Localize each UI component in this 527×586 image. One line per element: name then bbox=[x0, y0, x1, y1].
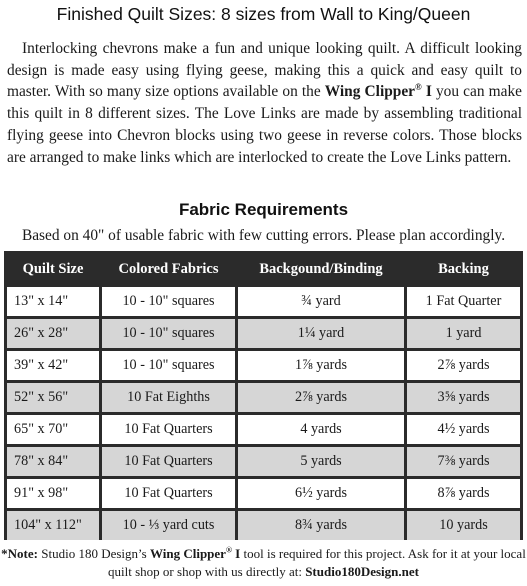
cell-backing: 10 yards bbox=[407, 511, 520, 540]
fabric-requirements-table bbox=[4, 251, 523, 543]
footnote-tool-name bbox=[150, 546, 240, 561]
footnote-text-1: Studio 180 Design’s bbox=[38, 546, 150, 561]
cell-colored-fabrics: 10 - 10" squares bbox=[102, 287, 235, 316]
footnote-tool-mark: ® bbox=[225, 545, 232, 555]
table-row bbox=[7, 319, 520, 348]
cell-quilt-size: 78" x 84" bbox=[7, 447, 99, 476]
cell-quilt-size: 13" x 14" bbox=[7, 287, 99, 316]
intro-tool-name bbox=[325, 83, 432, 100]
cell-colored-fabrics: 10 Fat Quarters bbox=[102, 415, 235, 444]
intro-text-after: you can make this quilt in 8 different sizes. The Love Links are made by assembling traditional flying geese into Chevron blocks using two geese in reverse colors. Those blocks are arranged to make links which are interlocked to create the Love Links pattern. bbox=[7, 83, 522, 166]
cell-quilt-size: 91" x 98" bbox=[7, 479, 99, 508]
column-header-backing: Backing bbox=[407, 254, 520, 284]
cell-colored-fabrics: 10 Fat Quarters bbox=[102, 479, 235, 508]
footnote bbox=[0, 545, 527, 580]
footnote-lead: *Note: bbox=[1, 546, 38, 561]
column-header-quilt-size: Quilt Size bbox=[7, 254, 99, 284]
cell-colored-fabrics: 10 - ⅓ yard cuts bbox=[102, 511, 235, 540]
column-header-background-binding: Backgound/Binding bbox=[238, 254, 404, 284]
cell-colored-fabrics: 10 Fat Quarters bbox=[102, 447, 235, 476]
footnote-site-link[interactable]: Studio180Design.net bbox=[305, 563, 419, 579]
cell-backing: 8⅞ yards bbox=[407, 479, 520, 508]
cell-background-binding: 1⅞ yards bbox=[238, 351, 404, 380]
table-row bbox=[7, 351, 520, 380]
table-row bbox=[7, 511, 520, 540]
cell-backing: 7⅜ yards bbox=[407, 447, 520, 476]
page-title: Finished Quilt Sizes: 8 sizes from Wall to King/Queen bbox=[56, 4, 471, 24]
intro-text bbox=[7, 38, 522, 168]
table-row bbox=[7, 415, 520, 444]
cell-quilt-size: 52" x 56" bbox=[7, 383, 99, 412]
table-header-row bbox=[7, 254, 520, 284]
cell-backing: 2⅞ yards bbox=[407, 351, 520, 380]
cell-quilt-size: 39" x 42" bbox=[7, 351, 99, 380]
intro-text-before: Interlocking chevrons make a fun and unique looking quilt. A difficult looking design is made easy using flying geese, making this a quick and easy quilt to master. With so many size options available on the bbox=[7, 40, 522, 101]
cell-backing: 1 Fat Quarter bbox=[407, 287, 520, 316]
intro-tool-name-text: Wing Clipper bbox=[324, 83, 416, 101]
intro-paragraph bbox=[7, 38, 522, 168]
cell-background-binding: 8¾ yards bbox=[238, 511, 404, 540]
cell-background-binding: 2⅞ yards bbox=[238, 383, 404, 412]
cell-background-binding: ¾ yard bbox=[238, 287, 404, 316]
cell-background-binding: 6½ yards bbox=[238, 479, 404, 508]
column-header-colored-fabrics: Colored Fabrics bbox=[102, 254, 235, 284]
intro-tool-suffix: I bbox=[421, 83, 432, 101]
cell-backing: 4½ yards bbox=[407, 415, 520, 444]
footnote-tool-name-text: Wing Clipper bbox=[149, 546, 226, 561]
table-row bbox=[7, 447, 520, 476]
cell-colored-fabrics: 10 Fat Eighths bbox=[102, 383, 235, 412]
fabric-table-frame bbox=[4, 251, 523, 540]
cell-backing: 1 yard bbox=[407, 319, 520, 348]
footnote-text-2: tool is required for this project. Ask for it at your local quilt shop or shop with us directly at: bbox=[108, 546, 526, 579]
cell-backing: 3⅝ yards bbox=[407, 383, 520, 412]
cell-background-binding: 4 yards bbox=[238, 415, 404, 444]
cell-quilt-size: 104" x 112" bbox=[7, 511, 99, 540]
requirements-heading: Fabric Requirements bbox=[178, 200, 349, 219]
cell-background-binding: 5 yards bbox=[238, 447, 404, 476]
cell-colored-fabrics: 10 - 10" squares bbox=[102, 351, 235, 380]
requirements-note: Based on 40" of usable fabric with few cutting errors. Please plan accordingly. bbox=[21, 227, 506, 244]
table-row bbox=[7, 479, 520, 508]
cell-quilt-size: 26" x 28" bbox=[7, 319, 99, 348]
intro-tool-mark: ® bbox=[415, 82, 422, 93]
table-row bbox=[7, 383, 520, 412]
footnote-tool-suffix: I bbox=[231, 546, 241, 561]
cell-background-binding: 1¼ yard bbox=[238, 319, 404, 348]
cell-colored-fabrics: 10 - 10" squares bbox=[102, 319, 235, 348]
table-row bbox=[7, 287, 520, 316]
cell-quilt-size: 65" x 70" bbox=[7, 415, 99, 444]
